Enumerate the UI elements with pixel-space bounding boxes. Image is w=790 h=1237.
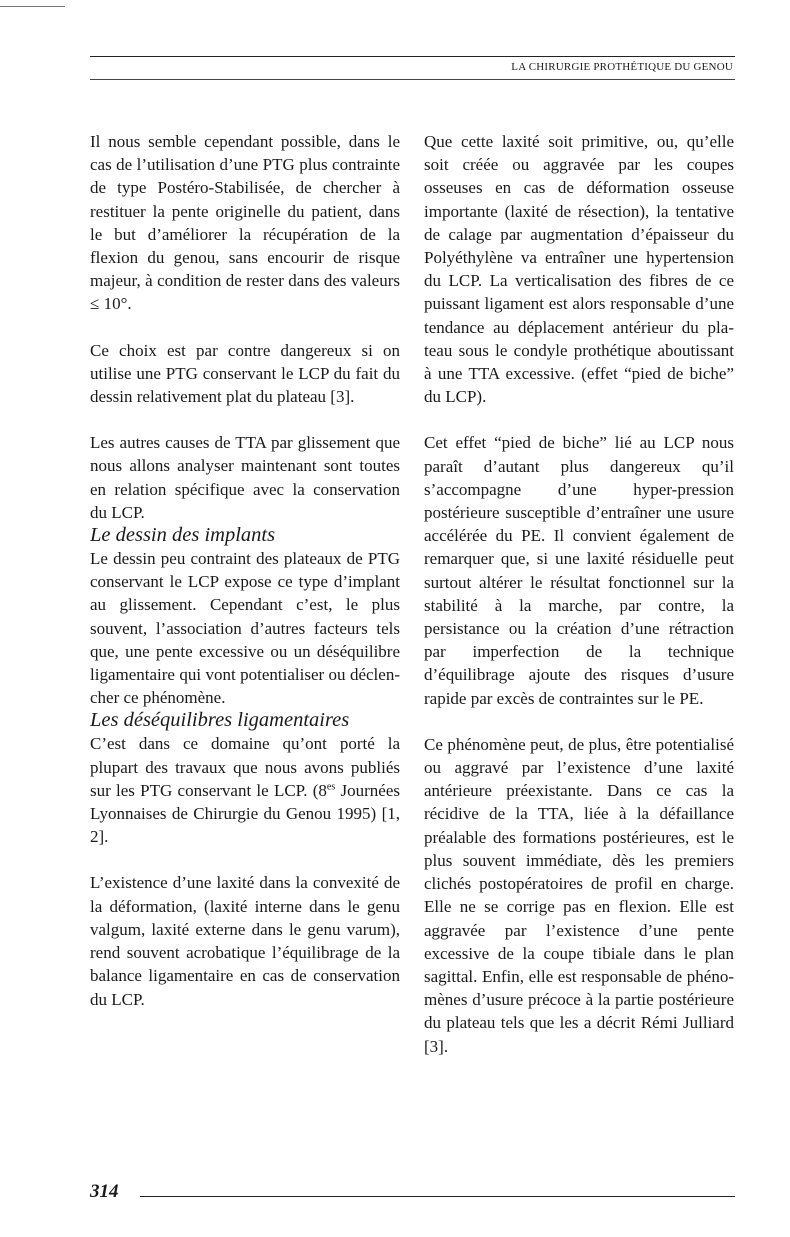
paragraph: L’existence d’une laxité dans la convexité de la déformation, (laxité interne dans le genu valgum, laxité externe dans le genu varum), rend souvent acrobatique l’équilibrage de la balance ligamentaire en cas de conservation du LCP. (90, 873, 400, 1009)
paragraph: Le dessin peu contraint des plateaux de PTG conservant le LCP expose ce type d’implant au glissement. Cependant c’est, le plus souvent, l’association d’autres facteurs tels que, une pente excessive ou un déséquilibre ligamentaire qui vont potentialiser ou déclencher ce phénomène. (90, 549, 400, 708)
paragraph: Ce choix est par contre dangereux si on utilise une PTG conservant le LCP du fait du dessin relativement plat du plateau [3]. (90, 340, 400, 407)
right-column (424, 130, 734, 1058)
paragraph-text: C’est dans ce domaine qu’ont porté la plupart des travaux que nous avons publiés sur les PTG conservant le LCP. (8 (90, 734, 400, 800)
paragraph-text: Journées Lyonnaises de Chirurgie du Genou 1995) [1, 2]. (90, 780, 401, 847)
paragraph: Cet effet “pied de biche” lié au LCP nous paraît d’autant plus dangereux qu’il s’accompagne d’une hyper-pression postérieure susceptible d’entraîner une usure accélérée du PE. Il convient également de remarquer que, si une laxité résiduelle peut surtout altérer le résultat fonctionnel sur la stabilité à la marche, par contre, la persistance ou la création d’une rétraction par imperfection de la technique d’équilibrage ajoute des risques d’usure rapide par excès de contraintes sur le PE. (424, 433, 734, 708)
paragraph: Les autres causes de TTA par glissement que nous allons analyser maintenant sont toutes en relation spécifique avec la conservation du LCP. (90, 433, 400, 522)
ordinal-superscript: es (326, 781, 336, 793)
paragraph: Ce phénomène peut, de plus, être potentialisé ou aggravé par l’existence d’une laxité antérieure préexistante. Dans ce cas la récidive de la TTA, liée à la défaillance préalable des formations postérieures, est le plus souvent immédiate, dès les premiers clichés postopératoires de profil en charge. Elle ne se corrige pas en flexion. Elle est aggravée par l’existence d’une pente excessive de la coupe tibiale dans le plan sagittal. Enfin, elle est responsable de phénomènes d’usure précoce à la partie postérieure du plateau tels que les a décrit Rémi Julliard [3]. (424, 734, 734, 1056)
running-head: LA CHIRURGIE PROTHÉTIQUE DU GENOU (511, 61, 733, 73)
section-heading: Les déséquilibres ligamentaires (90, 709, 350, 732)
section-heading: Le dessin des implants (90, 524, 276, 547)
header-rule-top (90, 56, 735, 57)
paragraph (90, 732, 400, 848)
footer-rule (140, 1196, 735, 1197)
paragraph: Il nous semble cependant possible, dans le cas de l’utilisation d’une PTG plus contrainte de type Postéro-Stabilisée, de chercher à restituer la pente originelle du patient, dans le but d’améliorer la récupération de la flexion du genou, sans encourir de risque majeur, à condition de rester dans des valeurs ≤ 10°. (90, 132, 400, 314)
page-number: 314 (90, 1181, 119, 1202)
left-column (90, 130, 400, 1011)
top-edge-line (0, 6, 65, 7)
header-rule-bottom (90, 79, 735, 80)
paragraph: Que cette laxité soit primitive, ou, qu’elle soit créée ou aggravée par les coupes osseuses en cas de déformation osseuse importante (laxité de résection), la tentative de calage par augmentation d’épaisseur du Polyéthylène va entraîner une hypertension du LCP. La verticalisation des fibres de ce puissant ligament est alors responsable d’une tendance au déplacement antérieur du plateau sous le condyle prothétique aboutissant à une TTA excessive. (effet “pied de biche” du LCP). (424, 132, 734, 407)
